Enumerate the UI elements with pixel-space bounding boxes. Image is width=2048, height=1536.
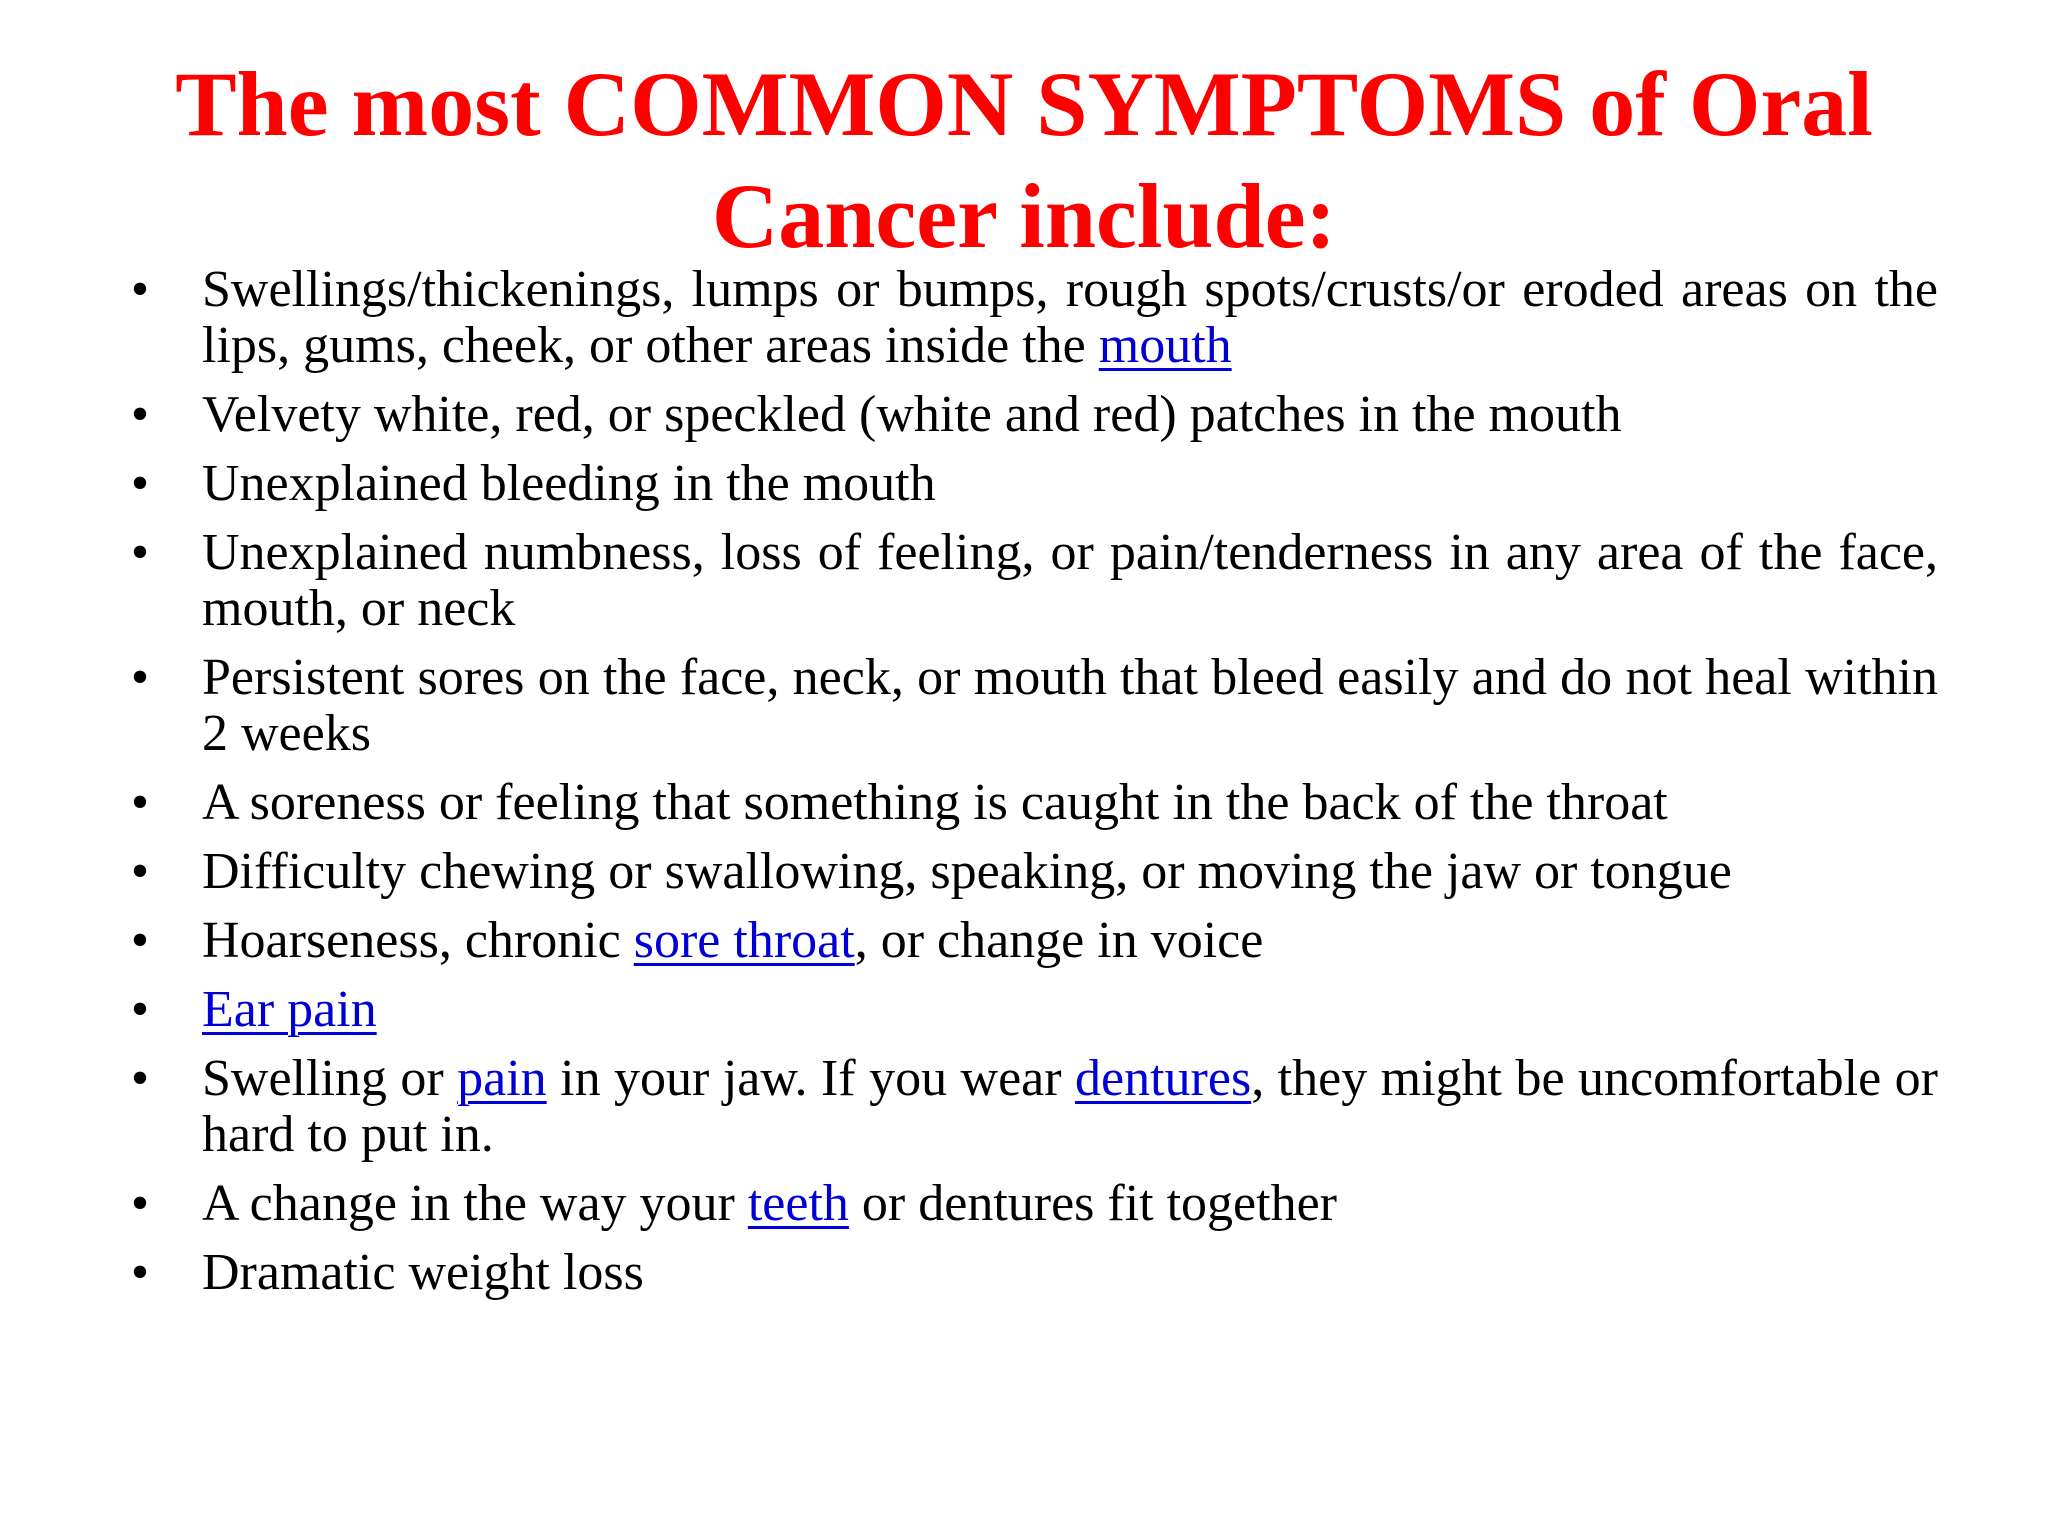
list-item — [120, 1176, 1938, 1232]
bullet-icon: • — [130, 1050, 150, 1107]
list-item-text — [202, 1244, 644, 1301]
text-segment: Hoarseness, chronic — [202, 912, 634, 969]
list-item — [120, 387, 1938, 443]
list-item-text — [202, 649, 1938, 762]
text-segment: , or change in voice — [854, 912, 1264, 969]
inline-link[interactable]: dentures — [1075, 1050, 1252, 1107]
text-segment: A soreness or feeling that something is caught in the back of the throat — [202, 774, 1668, 831]
list-item — [120, 1245, 1938, 1301]
bullet-icon: • — [130, 261, 150, 318]
list-item — [120, 844, 1938, 900]
list-item-text — [202, 386, 1621, 443]
list-item-text — [202, 843, 1732, 900]
text-segment: Velvety white, red, or speckled (white and red) patches in the mouth — [202, 386, 1622, 443]
text-segment: Unexplained bleeding in the mouth — [202, 455, 936, 512]
list-item — [120, 456, 1938, 512]
list-item-text — [202, 455, 936, 512]
inline-link[interactable]: mouth — [1098, 317, 1232, 374]
text-segment: in your jaw. If you wear — [546, 1050, 1076, 1107]
list-item-text — [202, 524, 1938, 637]
list-item — [120, 913, 1938, 969]
inline-link[interactable]: pain — [457, 1050, 547, 1107]
bullet-icon: • — [130, 912, 150, 969]
inline-link[interactable]: teeth — [747, 1175, 849, 1232]
list-item — [120, 262, 1938, 374]
list-item — [120, 650, 1938, 762]
list-item-text — [202, 1050, 1938, 1163]
bullet-icon: • — [130, 1244, 150, 1301]
text-segment: Difficulty chewing or swallowing, speaking, or moving the jaw or tongue — [202, 843, 1732, 900]
list-item-text — [202, 912, 1263, 969]
text-segment: Persistent sores on the face, neck, or mouth that bleed easily and do not heal within 2 weeks — [202, 649, 1938, 762]
inline-link[interactable]: Ear pain — [202, 981, 377, 1038]
list-item — [120, 525, 1938, 637]
bullet-icon: • — [130, 774, 150, 831]
list-item-text — [202, 261, 1938, 374]
list-item-text — [202, 981, 377, 1038]
slide-title: The most COMMON SYMPTOMS of Oral Cancer include: — [175, 53, 1873, 267]
text-segment: Unexplained numbness, loss of feeling, or pain/tenderness in any area of the face, mouth, or neck — [202, 524, 1938, 637]
bullet-icon: • — [130, 981, 150, 1038]
bullet-icon: • — [130, 524, 150, 581]
text-segment: A change in the way your — [202, 1175, 748, 1232]
bullet-icon: • — [130, 649, 150, 706]
text-segment: Swellings/thickenings, lumps or bumps, rough spots/crusts/or eroded areas on the lips, gums, cheek, or other areas inside the — [202, 261, 1938, 374]
list-item — [120, 775, 1938, 831]
symptom-list — [120, 262, 1938, 1314]
bullet-icon: • — [130, 386, 150, 443]
bullet-icon: • — [130, 843, 150, 900]
inline-link[interactable]: sore throat — [633, 912, 855, 969]
list-item — [120, 982, 1938, 1038]
text-segment: or dentures fit together — [848, 1175, 1337, 1232]
list-item — [120, 1051, 1938, 1163]
bullet-icon: • — [130, 1175, 150, 1232]
text-segment: , they might be uncomfortable or hard to put in. — [202, 1050, 1938, 1163]
list-item-text — [202, 774, 1668, 831]
text-segment: Swelling or — [202, 1050, 458, 1107]
bullet-icon: • — [130, 455, 150, 512]
text-segment: Dramatic weight loss — [202, 1244, 644, 1301]
list-item-text — [202, 1175, 1337, 1232]
